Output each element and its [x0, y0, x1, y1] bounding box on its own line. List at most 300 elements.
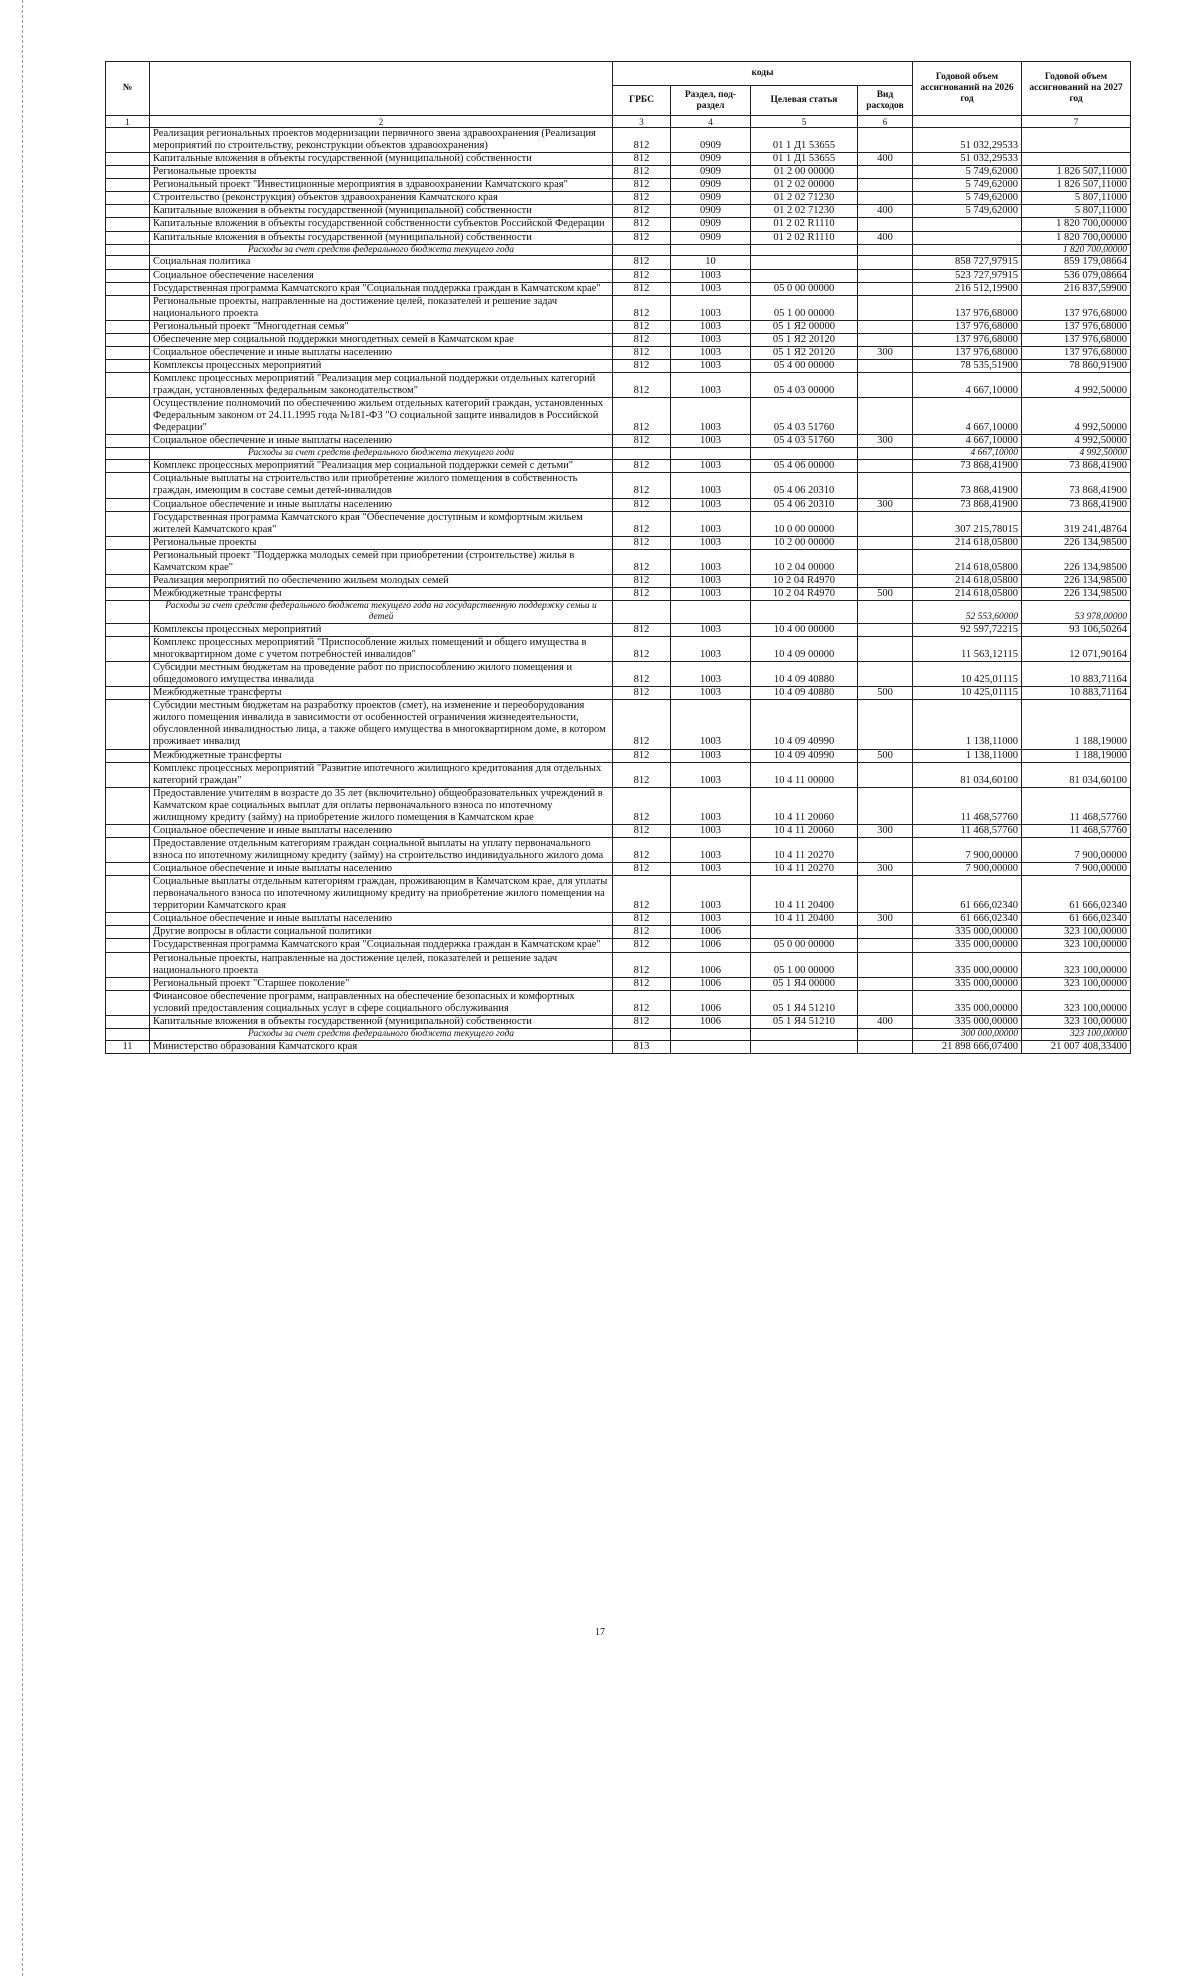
- cell-grbs: 812: [613, 762, 671, 787]
- cell-exp-type: [858, 179, 913, 192]
- cell-name: Капитальные вложения в объекты государственной собственности субъектов Российской Федерации: [150, 218, 613, 231]
- cell-grbs: 812: [613, 498, 671, 511]
- cell-exp-type: [858, 574, 913, 587]
- cell-2026: 137 976,68000: [913, 295, 1022, 320]
- cell-name: Комплекс процессных мероприятий "Реализация мер социальной поддержки отдельных категорий граждан, установленных федеральным законодательством": [150, 373, 613, 398]
- cell-target: [751, 601, 858, 624]
- cell-grbs: 812: [613, 435, 671, 448]
- cell-target: 05 4 03 51760: [751, 435, 858, 448]
- cell-2026: 5 749,62000: [913, 192, 1022, 205]
- cell-exp-type: 500: [858, 749, 913, 762]
- cell-2026: 78 535,51900: [913, 359, 1022, 372]
- table-row: [106, 977, 1131, 990]
- cell-2026: 10 425,01115: [913, 687, 1022, 700]
- cell-name: Реализация мероприятий по обеспечению жильем молодых семей: [150, 574, 613, 587]
- cell-target: 01 2 02 71230: [751, 205, 858, 218]
- cell-grbs: 812: [613, 749, 671, 762]
- cell-name: Социальное обеспечение и иные выплаты населению: [150, 863, 613, 876]
- cell-2027: 137 976,68000: [1022, 320, 1131, 333]
- cell-name: Капитальные вложения в объекты государственной (муниципальной) собственности: [150, 205, 613, 218]
- cell-target: 10 4 09 00000: [751, 636, 858, 661]
- cell-2026: 81 034,60100: [913, 762, 1022, 787]
- table-row: [106, 346, 1131, 359]
- table-row: [106, 913, 1131, 926]
- table-row: [106, 192, 1131, 205]
- cell-2026: 137 976,68000: [913, 320, 1022, 333]
- cell-num: [106, 295, 150, 320]
- cell-grbs: 813: [613, 1040, 671, 1053]
- cell-name: Обеспечение мер социальной поддержки многодетных семей в Камчатском крае: [150, 333, 613, 346]
- cell-section: 1003: [671, 536, 751, 549]
- cell-2026: 307 215,78015: [913, 511, 1022, 536]
- cell-target: [751, 1028, 858, 1040]
- cell-target: 05 0 00 00000: [751, 282, 858, 295]
- cell-2027: 61 666,02340: [1022, 913, 1131, 926]
- table-row: [106, 574, 1131, 587]
- cell-exp-type: [858, 192, 913, 205]
- cell-num: [106, 435, 150, 448]
- table-row: [106, 333, 1131, 346]
- cell-section: 1003: [671, 762, 751, 787]
- cell-grbs: 812: [613, 179, 671, 192]
- cell-name: Социальные выплаты отдельным категориям граждан, проживающим в Камчатском крае, для уплаты первоначального взноса по ипотечному жилищному кредиту на приобретение жилого помещения на территории Камчатского края: [150, 876, 613, 913]
- cell-num: [106, 549, 150, 574]
- cell-exp-type: [858, 787, 913, 824]
- cell-section: 1003: [671, 549, 751, 574]
- cell-grbs: 812: [613, 700, 671, 749]
- table-row: [106, 1040, 1131, 1053]
- table-row: [106, 787, 1131, 824]
- cell-2027: 319 241,48764: [1022, 511, 1131, 536]
- cell-exp-type: [858, 623, 913, 636]
- cell-2027: 78 860,91900: [1022, 359, 1131, 372]
- cell-grbs: 812: [613, 913, 671, 926]
- cell-2026: 335 000,00000: [913, 1015, 1022, 1028]
- cell-name: Расходы за счет средств федерального бюджета текущего года: [150, 1028, 613, 1040]
- cell-2027: 4 992,50000: [1022, 373, 1131, 398]
- table-row: [106, 623, 1131, 636]
- cell-grbs: 812: [613, 166, 671, 179]
- table-row: [106, 473, 1131, 498]
- cell-num: [106, 269, 150, 282]
- cell-target: 10 4 11 20060: [751, 787, 858, 824]
- cell-num: [106, 749, 150, 762]
- cell-target: 10 4 09 40880: [751, 687, 858, 700]
- cell-exp-type: [858, 1028, 913, 1040]
- cell-num: [106, 256, 150, 269]
- cell-exp-type: 300: [858, 863, 913, 876]
- cell-target: 05 1 00 00000: [751, 295, 858, 320]
- cell-grbs: 812: [613, 511, 671, 536]
- cell-name: Межбюджетные трансферты: [150, 749, 613, 762]
- cell-2026: 335 000,00000: [913, 977, 1022, 990]
- cell-exp-type: [858, 1040, 913, 1053]
- cell-name: Осуществление полномочий по обеспечению жильем отдельных категорий граждан, установленных Федеральным законом от 24.11.1995 года №181-ФЗ "О социальной защите инвалидов в Российской Федерации": [150, 398, 613, 435]
- cell-num: [106, 623, 150, 636]
- cell-name: Региональные проекты: [150, 536, 613, 549]
- table-row: [106, 128, 1131, 153]
- cell-name: Капитальные вложения в объекты государственной (муниципальной) собственности: [150, 1015, 613, 1028]
- cell-2026: 335 000,00000: [913, 990, 1022, 1015]
- header-2026: Годовой объем ассигнований на 2026 год: [913, 62, 1022, 116]
- cell-grbs: 812: [613, 837, 671, 862]
- cell-2026: 335 000,00000: [913, 926, 1022, 939]
- cell-name: Государственная программа Камчатского края "Обеспечение доступным и комфортным жильем жителей Камчатского края": [150, 511, 613, 536]
- header-num: №: [106, 62, 150, 116]
- cell-2027: 1 820 700,00000: [1022, 244, 1131, 256]
- cell-2026: 214 618,05800: [913, 536, 1022, 549]
- cell-2027: 1 826 507,11000: [1022, 179, 1131, 192]
- cell-2027: 7 900,00000: [1022, 837, 1131, 862]
- cell-target: [751, 1040, 858, 1053]
- cell-section: 0909: [671, 205, 751, 218]
- cell-section: 1003: [671, 511, 751, 536]
- cell-section: [671, 448, 751, 460]
- cell-target: 05 4 06 20310: [751, 473, 858, 498]
- cell-exp-type: 300: [858, 913, 913, 926]
- cell-grbs: 812: [613, 231, 671, 244]
- cell-num: [106, 939, 150, 952]
- cell-2027: 21 007 408,33400: [1022, 1040, 1131, 1053]
- cell-num: [106, 448, 150, 460]
- cell-num: [106, 977, 150, 990]
- cell-section: 0909: [671, 192, 751, 205]
- cell-num: [106, 473, 150, 498]
- table-row: [106, 511, 1131, 536]
- cell-grbs: [613, 448, 671, 460]
- table-row: [106, 269, 1131, 282]
- table-row: [106, 549, 1131, 574]
- cell-exp-type: [858, 473, 913, 498]
- cell-exp-type: [858, 762, 913, 787]
- cell-target: 10 4 11 00000: [751, 762, 858, 787]
- cell-grbs: 812: [613, 320, 671, 333]
- table-row: [106, 320, 1131, 333]
- cell-exp-type: 400: [858, 153, 913, 166]
- cell-grbs: [613, 244, 671, 256]
- col-index-2: 2: [150, 116, 613, 128]
- cell-grbs: 812: [613, 623, 671, 636]
- cell-2027: 323 100,00000: [1022, 939, 1131, 952]
- cell-2026: [913, 218, 1022, 231]
- cell-num: [106, 205, 150, 218]
- cell-2027: 323 100,00000: [1022, 1028, 1131, 1040]
- cell-2026: 61 666,02340: [913, 876, 1022, 913]
- cell-name: Региональный проект "Старшее поколение": [150, 977, 613, 990]
- table-row: [106, 876, 1131, 913]
- cell-grbs: 812: [613, 536, 671, 549]
- cell-2026: 335 000,00000: [913, 952, 1022, 977]
- cell-name: Региональный проект "Инвестиционные мероприятия в здравоохранении Камчатского края": [150, 179, 613, 192]
- cell-name: Комплекс процессных мероприятий "Приспособление жилых помещений и общего имущества в многоквартирном доме с учетом потребностей инвалидов": [150, 636, 613, 661]
- cell-grbs: 812: [613, 460, 671, 473]
- cell-grbs: 812: [613, 128, 671, 153]
- cell-grbs: 812: [613, 824, 671, 837]
- cell-grbs: 812: [613, 863, 671, 876]
- cell-grbs: 812: [613, 876, 671, 913]
- cell-grbs: 812: [613, 687, 671, 700]
- cell-grbs: 812: [613, 939, 671, 952]
- cell-num: [106, 1028, 150, 1040]
- table-row: [106, 587, 1131, 600]
- cell-section: 1003: [671, 824, 751, 837]
- cell-num: [106, 244, 150, 256]
- cell-exp-type: [858, 662, 913, 687]
- cell-num: [106, 373, 150, 398]
- cell-section: 1006: [671, 926, 751, 939]
- page-number: 17: [595, 1627, 605, 1638]
- cell-grbs: 812: [613, 153, 671, 166]
- cell-2027: 10 883,71164: [1022, 687, 1131, 700]
- cell-target: 05 1 Я4 00000: [751, 977, 858, 990]
- cell-exp-type: 500: [858, 587, 913, 600]
- cell-exp-type: [858, 333, 913, 346]
- cell-target: 10 4 00 00000: [751, 623, 858, 636]
- cell-exp-type: [858, 952, 913, 977]
- cell-2027: 61 666,02340: [1022, 876, 1131, 913]
- cell-section: [671, 1040, 751, 1053]
- cell-section: 1003: [671, 346, 751, 359]
- cell-2027: [1022, 153, 1131, 166]
- cell-num: [106, 320, 150, 333]
- cell-name: Межбюджетные трансферты: [150, 687, 613, 700]
- cell-grbs: 812: [613, 587, 671, 600]
- cell-2027: 12 071,90164: [1022, 636, 1131, 661]
- cell-name: Расходы за счет средств федерального бюджета текущего года: [150, 244, 613, 256]
- cell-exp-type: [858, 601, 913, 624]
- cell-section: 1006: [671, 1015, 751, 1028]
- cell-name: Министерство образования Камчатского края: [150, 1040, 613, 1053]
- table-row: [106, 990, 1131, 1015]
- cell-target: 10 2 04 R4970: [751, 574, 858, 587]
- cell-section: 1003: [671, 587, 751, 600]
- cell-target: 10 4 11 20400: [751, 913, 858, 926]
- cell-exp-type: [858, 700, 913, 749]
- cell-section: [671, 601, 751, 624]
- cell-exp-type: 300: [858, 498, 913, 511]
- cell-target: 05 1 Я2 00000: [751, 320, 858, 333]
- cell-target: 10 2 04 00000: [751, 549, 858, 574]
- cell-target: [751, 448, 858, 460]
- cell-exp-type: [858, 448, 913, 460]
- cell-section: 1003: [671, 333, 751, 346]
- cell-2027: 1 188,19000: [1022, 749, 1131, 762]
- table-row: [106, 1015, 1131, 1028]
- header-2027: Годовой объем ассигнований на 2027 год: [1022, 62, 1131, 116]
- cell-name: Социальное обеспечение и иные выплаты населению: [150, 346, 613, 359]
- cell-2027: 73 868,41900: [1022, 460, 1131, 473]
- table-row: [106, 498, 1131, 511]
- cell-2026: 73 868,41900: [913, 473, 1022, 498]
- cell-2027: 323 100,00000: [1022, 1015, 1131, 1028]
- header-codes: коды: [613, 62, 913, 86]
- cell-grbs: 812: [613, 398, 671, 435]
- cell-2026: 858 727,97915: [913, 256, 1022, 269]
- cell-exp-type: [858, 876, 913, 913]
- table-row: [106, 153, 1131, 166]
- cell-target: 01 1 Д1 53655: [751, 128, 858, 153]
- cell-section: 1003: [671, 837, 751, 862]
- cell-num: [106, 460, 150, 473]
- cell-target: 05 4 00 00000: [751, 359, 858, 372]
- col-index-6: 6: [858, 116, 913, 128]
- cell-target: 01 1 Д1 53655: [751, 153, 858, 166]
- table-row: [106, 662, 1131, 687]
- table-row: [106, 435, 1131, 448]
- cell-exp-type: [858, 218, 913, 231]
- cell-section: 1003: [671, 473, 751, 498]
- cell-2027: 4 992,50000: [1022, 448, 1131, 460]
- cell-name: Комплексы процессных мероприятий: [150, 359, 613, 372]
- cell-section: 1006: [671, 990, 751, 1015]
- cell-2026: 73 868,41900: [913, 460, 1022, 473]
- cell-exp-type: [858, 244, 913, 256]
- cell-target: [751, 269, 858, 282]
- cell-grbs: 812: [613, 662, 671, 687]
- cell-section: 0909: [671, 128, 751, 153]
- col-index-1: 1: [106, 116, 150, 128]
- cell-exp-type: [858, 269, 913, 282]
- cell-exp-type: [858, 939, 913, 952]
- cell-grbs: 812: [613, 990, 671, 1015]
- header-exp-type: Вид расходов: [858, 86, 913, 116]
- cell-target: 05 1 Я2 20120: [751, 333, 858, 346]
- cell-target: 10 2 04 R4970: [751, 587, 858, 600]
- cell-2027: 1 188,19000: [1022, 700, 1131, 749]
- cell-2026: 4 667,10000: [913, 373, 1022, 398]
- cell-2026: 92 597,72215: [913, 623, 1022, 636]
- cell-exp-type: [858, 359, 913, 372]
- cell-exp-type: [858, 926, 913, 939]
- table-row: [106, 373, 1131, 398]
- cell-num: [106, 700, 150, 749]
- table-row: [106, 256, 1131, 269]
- cell-section: 0909: [671, 231, 751, 244]
- cell-grbs: 812: [613, 333, 671, 346]
- federal-budget-row: [106, 1028, 1131, 1040]
- cell-2027: [1022, 128, 1131, 153]
- cell-section: 0909: [671, 179, 751, 192]
- table-row: [106, 824, 1131, 837]
- cell-section: 1003: [671, 359, 751, 372]
- cell-num: [106, 662, 150, 687]
- cell-target: 10 4 09 40880: [751, 662, 858, 687]
- federal-budget-row: [106, 244, 1131, 256]
- cell-exp-type: 300: [858, 346, 913, 359]
- table-header: [106, 62, 1131, 128]
- cell-section: 1003: [671, 662, 751, 687]
- cell-target: 10 4 11 20400: [751, 876, 858, 913]
- cell-num: [106, 346, 150, 359]
- cell-name: Расходы за счет средств федерального бюджета текущего года на государственную поддержку семьи и детей: [150, 601, 613, 624]
- cell-grbs: 812: [613, 926, 671, 939]
- cell-2027: 137 976,68000: [1022, 333, 1131, 346]
- cell-2027: 137 976,68000: [1022, 295, 1131, 320]
- table-row: [106, 282, 1131, 295]
- cell-2027: 10 883,71164: [1022, 662, 1131, 687]
- cell-grbs: 812: [613, 192, 671, 205]
- cell-num: [106, 359, 150, 372]
- cell-target: 10 4 11 20060: [751, 824, 858, 837]
- cell-name: Предоставление отдельным категориям граждан социальной выплаты на уплату первоначального взноса по ипотечному жилищному кредиту (займу) на строительство индивидуального жилого дома: [150, 837, 613, 862]
- cell-2027: 323 100,00000: [1022, 990, 1131, 1015]
- cell-2027: 11 468,57760: [1022, 824, 1131, 837]
- cell-2026: 51 032,29533: [913, 153, 1022, 166]
- cell-section: 0909: [671, 218, 751, 231]
- cell-section: 1003: [671, 863, 751, 876]
- cell-name: Социальное обеспечение и иные выплаты населению: [150, 913, 613, 926]
- header-target: Целевая статья: [751, 86, 858, 116]
- cell-section: 0909: [671, 166, 751, 179]
- cell-exp-type: [858, 373, 913, 398]
- cell-2026: 52 553,60000: [913, 601, 1022, 624]
- cell-section: 1003: [671, 687, 751, 700]
- cell-2026: 216 512,19900: [913, 282, 1022, 295]
- cell-num: [106, 192, 150, 205]
- cell-num: [106, 498, 150, 511]
- cell-num: [106, 179, 150, 192]
- cell-2026: 137 976,68000: [913, 333, 1022, 346]
- cell-exp-type: 400: [858, 1015, 913, 1028]
- cell-target: 10 4 11 20270: [751, 863, 858, 876]
- cell-exp-type: [858, 460, 913, 473]
- cell-name: Предоставление учителям в возрасте до 35 лет (включительно) общеобразовательных учреждений в Камчатском крае социальных выплат для оплаты первоначального взноса по ипотечному жилищному кредиту (займу) на приобретение жилого помещения в Камчатском крае: [150, 787, 613, 824]
- cell-grbs: 812: [613, 359, 671, 372]
- table-body: [106, 128, 1131, 1054]
- cell-name: Социальное обеспечение и иные выплаты населению: [150, 824, 613, 837]
- cell-num: [106, 990, 150, 1015]
- cell-grbs: [613, 601, 671, 624]
- col-index-7: 7: [1022, 116, 1131, 128]
- cell-target: 10 4 11 20270: [751, 837, 858, 862]
- cell-2027: 323 100,00000: [1022, 977, 1131, 990]
- cell-target: [751, 926, 858, 939]
- cell-name: Социальное обеспечение населения: [150, 269, 613, 282]
- cell-2027: 7 900,00000: [1022, 863, 1131, 876]
- cell-2027: 4 992,50000: [1022, 398, 1131, 435]
- cell-name: Субсидии местным бюджетам на проведение работ по приспособлению жилого помещения и общедомового имущества инвалида: [150, 662, 613, 687]
- cell-exp-type: 300: [858, 824, 913, 837]
- cell-target: 01 2 02 R1110: [751, 231, 858, 244]
- cell-grbs: 812: [613, 977, 671, 990]
- cell-2027: 73 868,41900: [1022, 473, 1131, 498]
- cell-target: 01 2 02 71230: [751, 192, 858, 205]
- cell-name: Субсидии местным бюджетам на разработку проектов (смет), на изменение и переоборудования жилого помещения инвалида в зависимости от особенностей ограничения жизнедеятельности, обусловленной инвалидностью лица, а также общего имущества в многоквартирном доме, в котором проживает инвалид: [150, 700, 613, 749]
- cell-name: Финансовое обеспечение программ, направленных на обеспечение безопасных и комфортных условий предоставления социальных услуг в сфере социального обслуживания: [150, 990, 613, 1015]
- cell-grbs: 812: [613, 205, 671, 218]
- cell-name: Расходы за счет средств федерального бюджета текущего года: [150, 448, 613, 460]
- cell-name: Социальное обеспечение и иные выплаты населению: [150, 435, 613, 448]
- cell-grbs: 812: [613, 373, 671, 398]
- cell-section: 1003: [671, 749, 751, 762]
- cell-num: [106, 511, 150, 536]
- cell-target: 01 2 02 00000: [751, 179, 858, 192]
- cell-target: [751, 256, 858, 269]
- cell-target: 10 0 00 00000: [751, 511, 858, 536]
- cell-2026: 214 618,05800: [913, 587, 1022, 600]
- cell-section: 1006: [671, 952, 751, 977]
- cell-num: [106, 536, 150, 549]
- cell-2026: 1 138,11000: [913, 700, 1022, 749]
- cell-target: 10 4 09 40990: [751, 700, 858, 749]
- cell-grbs: 812: [613, 636, 671, 661]
- header-grbs: ГРБС: [613, 86, 671, 116]
- col-index-4: 4: [671, 116, 751, 128]
- table-row: [106, 179, 1131, 192]
- federal-budget-row: [106, 601, 1131, 624]
- cell-exp-type: [858, 320, 913, 333]
- cell-section: 1003: [671, 876, 751, 913]
